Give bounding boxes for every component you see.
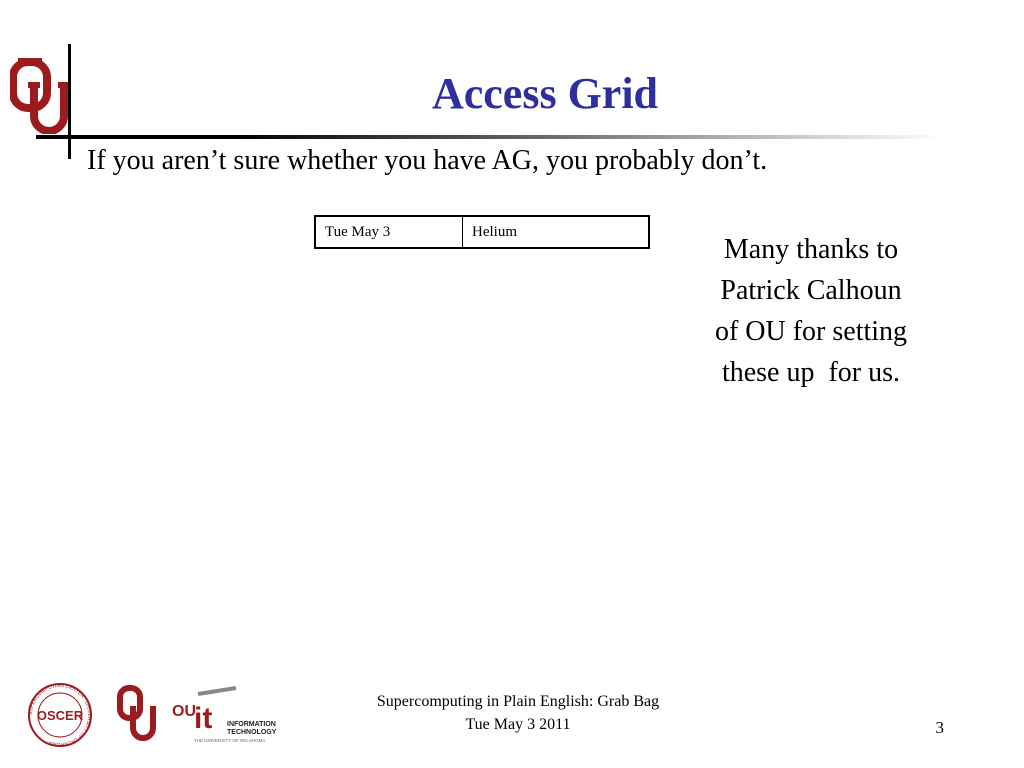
schedule-date-cell: Tue May 3 <box>316 217 463 247</box>
footer-text <box>318 690 718 736</box>
thanks-line: Patrick Calhoun <box>720 275 902 306</box>
slide-title: Access Grid <box>431 69 659 118</box>
schedule-site-cell: Helium <box>472 224 517 240</box>
oscer-text: OSCER <box>36 708 84 723</box>
svg-text:OU: OU <box>172 703 196 720</box>
it-line2: TECHNOLOGY <box>227 729 277 736</box>
footer-date: Tue May 3 2011 <box>465 716 571 733</box>
oscer-ring-text: SUPERCOMPUTING CENTER · UNIVERSITY OF OKLAHOMA <box>27 682 93 748</box>
thanks-line: Many thanks to <box>723 234 899 265</box>
oscer-logo <box>28 683 92 747</box>
page-number: 3 <box>935 718 944 737</box>
thanks-line: these up for us. <box>721 357 901 388</box>
slide-subtitle: If you aren’t sure whether you have AG, you probably don’t. <box>87 145 768 176</box>
footer-title: Supercomputing in Plain English: Grab Bag <box>376 693 660 710</box>
footer-logos <box>22 682 292 748</box>
it-text: it <box>194 702 213 735</box>
header-horizontal-rule <box>36 135 946 139</box>
it-line1: INFORMATION <box>227 721 276 728</box>
ou-footer-text: OU <box>136 744 138 745</box>
it-line3: THE UNIVERSITY OF OKLAHOMA <box>194 738 266 743</box>
thanks-note <box>680 229 942 393</box>
ou-it-logo <box>172 688 277 743</box>
ou-footer-logo <box>120 688 153 745</box>
thanks-line: of OU for setting <box>714 316 908 347</box>
schedule-table <box>314 215 650 249</box>
